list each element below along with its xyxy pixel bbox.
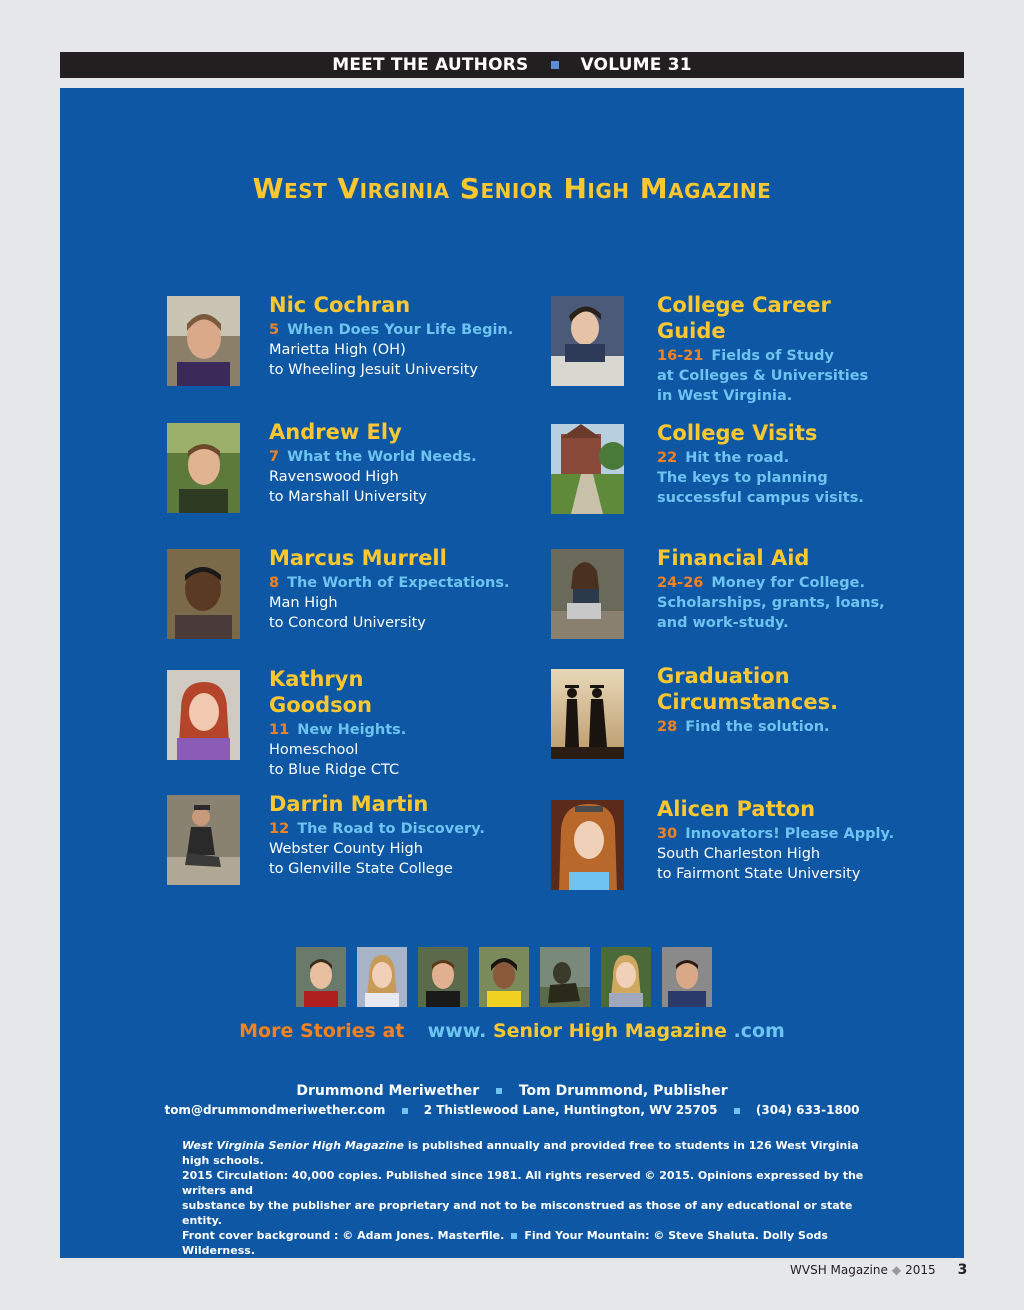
publisher-line: [60, 1083, 964, 1099]
story-title: What the World Needs.: [287, 449, 477, 465]
author-photo: [167, 670, 240, 760]
author-destination: to Blue Ridge CTC: [269, 762, 400, 778]
student-thumbnail[interactable]: [540, 947, 590, 1007]
website-www: www.: [427, 1020, 487, 1042]
feature-photo: [551, 549, 624, 639]
feature-photo: [551, 296, 624, 386]
legal-credit: Find Your Mountain: © Steve Shaluta. Dolly Sods Wilderness.: [182, 1229, 828, 1257]
diamond-icon: ◆: [891, 1263, 902, 1277]
author-destination: to Marshall University: [269, 489, 427, 505]
separator-square: [551, 61, 559, 69]
feature-line: at Colleges & Universities: [657, 368, 869, 384]
contents-panel: [60, 88, 964, 1258]
feature-photo: [551, 669, 624, 759]
story-title: New Heights.: [297, 722, 407, 738]
legal-magazine-title: West Virginia Senior High Magazine: [182, 1139, 404, 1152]
publisher-name: Tom Drummond, Publisher: [518, 1083, 728, 1099]
legal-credit: Front cover background : © Adam Jones. Masterfile.: [182, 1229, 505, 1242]
student-thumbnail[interactable]: [662, 947, 712, 1007]
website-name: Senior High Magazine: [492, 1020, 727, 1042]
page-number: 16-21: [657, 348, 704, 364]
page-number: 22: [657, 450, 678, 466]
feature-title: Financial Aid: [657, 546, 810, 570]
contact-phone: (304) 633-1800: [755, 1103, 860, 1117]
volume-label: VOLUME 31: [580, 55, 692, 75]
author-school: Man High: [269, 595, 338, 611]
author-name: Andrew Ely: [269, 420, 402, 444]
separator-square: [511, 1233, 517, 1239]
more-stories-prefix: More Stories at: [239, 1020, 405, 1042]
student-thumbnail[interactable]: [418, 947, 468, 1007]
section-label: MEET THE AUTHORS: [332, 55, 529, 75]
student-thumbnail[interactable]: [357, 947, 407, 1007]
author-school: Ravenswood High: [269, 469, 399, 485]
feature-line: Innovators! Please Apply.: [685, 826, 895, 842]
contact-line: [60, 1103, 964, 1117]
legal-line: is published annually and provided free to students in 126 West Virginia high schools.: [182, 1139, 859, 1167]
page-number: 5: [269, 322, 280, 338]
student-thumbnail[interactable]: [479, 947, 529, 1007]
feature-line: to Fairmont State University: [657, 866, 861, 882]
author-photo: [167, 423, 240, 513]
contact-email[interactable]: tom@drummondmeriwether.com: [164, 1103, 386, 1117]
footer-magazine: WVSH Magazine: [790, 1263, 888, 1277]
author-destination: to Concord University: [269, 615, 426, 631]
feature-line: and work-study.: [657, 615, 789, 631]
feature-line: Fields of Study: [711, 348, 834, 364]
footer-year: 2015: [905, 1263, 936, 1277]
feature-line: Find the solution.: [685, 719, 830, 735]
feature-title-continued: Circumstances.: [657, 690, 839, 714]
author-school: Marietta High (OH): [269, 342, 406, 358]
page-number: 24-26: [657, 575, 704, 591]
author-school: Webster County High: [269, 841, 423, 857]
legal-line: substance by the publisher are proprietary and not to be misconstrued as those of any educational or state entity.: [182, 1199, 853, 1227]
feature-title: College Visits: [657, 421, 818, 445]
page-number: 7: [269, 449, 280, 465]
separator-square: [402, 1108, 408, 1114]
contact-address: 2 Thistlewood Lane, Huntington, WV 25705: [423, 1103, 718, 1117]
feature-line: in West Virginia.: [657, 388, 793, 404]
feature-line: Money for College.: [711, 575, 865, 591]
author-name: Nic Cochran: [269, 293, 411, 317]
separator-square: [496, 1088, 502, 1094]
story-title: The Worth of Expectations.: [287, 575, 510, 591]
legal-line: 2015 Circulation: 40,000 copies. Published since 1981. All rights reserved © 2015. Opinions expressed by the writers and: [182, 1169, 864, 1197]
author-name: Marcus Murrell: [269, 546, 447, 570]
author-name: Kathryn Goodson: [269, 667, 373, 717]
page-number: 8: [269, 575, 280, 591]
author-photo: [167, 296, 240, 386]
feature-photo: [551, 800, 624, 890]
student-thumbnail[interactable]: [296, 947, 346, 1007]
page-number-footer: 3: [957, 1262, 968, 1278]
author-destination: to Glenville State College: [269, 861, 453, 877]
page-number: 12: [269, 821, 290, 837]
section-header-bar: [60, 52, 964, 78]
page-number: 11: [269, 722, 290, 738]
feature-title: Alicen Patton: [657, 797, 816, 821]
feature-line: Scholarships, grants, loans,: [657, 595, 885, 611]
author-name: Darrin Martin: [269, 792, 429, 816]
story-title: When Does Your Life Begin.: [287, 322, 514, 338]
student-thumbnail[interactable]: [601, 947, 651, 1007]
publisher-company: Drummond Meriwether: [296, 1083, 480, 1099]
feature-line: successful campus visits.: [657, 490, 864, 506]
feature-line: The keys to planning: [657, 470, 828, 486]
author-destination: to Wheeling Jesuit University: [269, 362, 479, 378]
author-photo: [167, 549, 240, 639]
website-tld: .com: [733, 1020, 785, 1042]
page-number: 30: [657, 826, 678, 842]
separator-square: [734, 1108, 740, 1114]
legal-notice: [182, 1138, 882, 1258]
student-photo-strip: [296, 947, 712, 1007]
feature-title: Graduation: [657, 664, 790, 688]
page-number: 28: [657, 719, 678, 735]
author-photo: [167, 795, 240, 885]
more-stories-link[interactable]: [60, 1020, 964, 1042]
page-footer: [790, 1262, 967, 1278]
feature-line: Hit the road.: [685, 450, 790, 466]
feature-title: College Career Guide: [657, 293, 831, 343]
author-school: Homeschool: [269, 742, 359, 758]
feature-line: South Charleston High: [657, 846, 821, 862]
magazine-title: West Virginia Senior High Magazine: [252, 172, 772, 205]
story-title: The Road to Discovery.: [297, 821, 485, 837]
feature-photo: [551, 424, 624, 514]
